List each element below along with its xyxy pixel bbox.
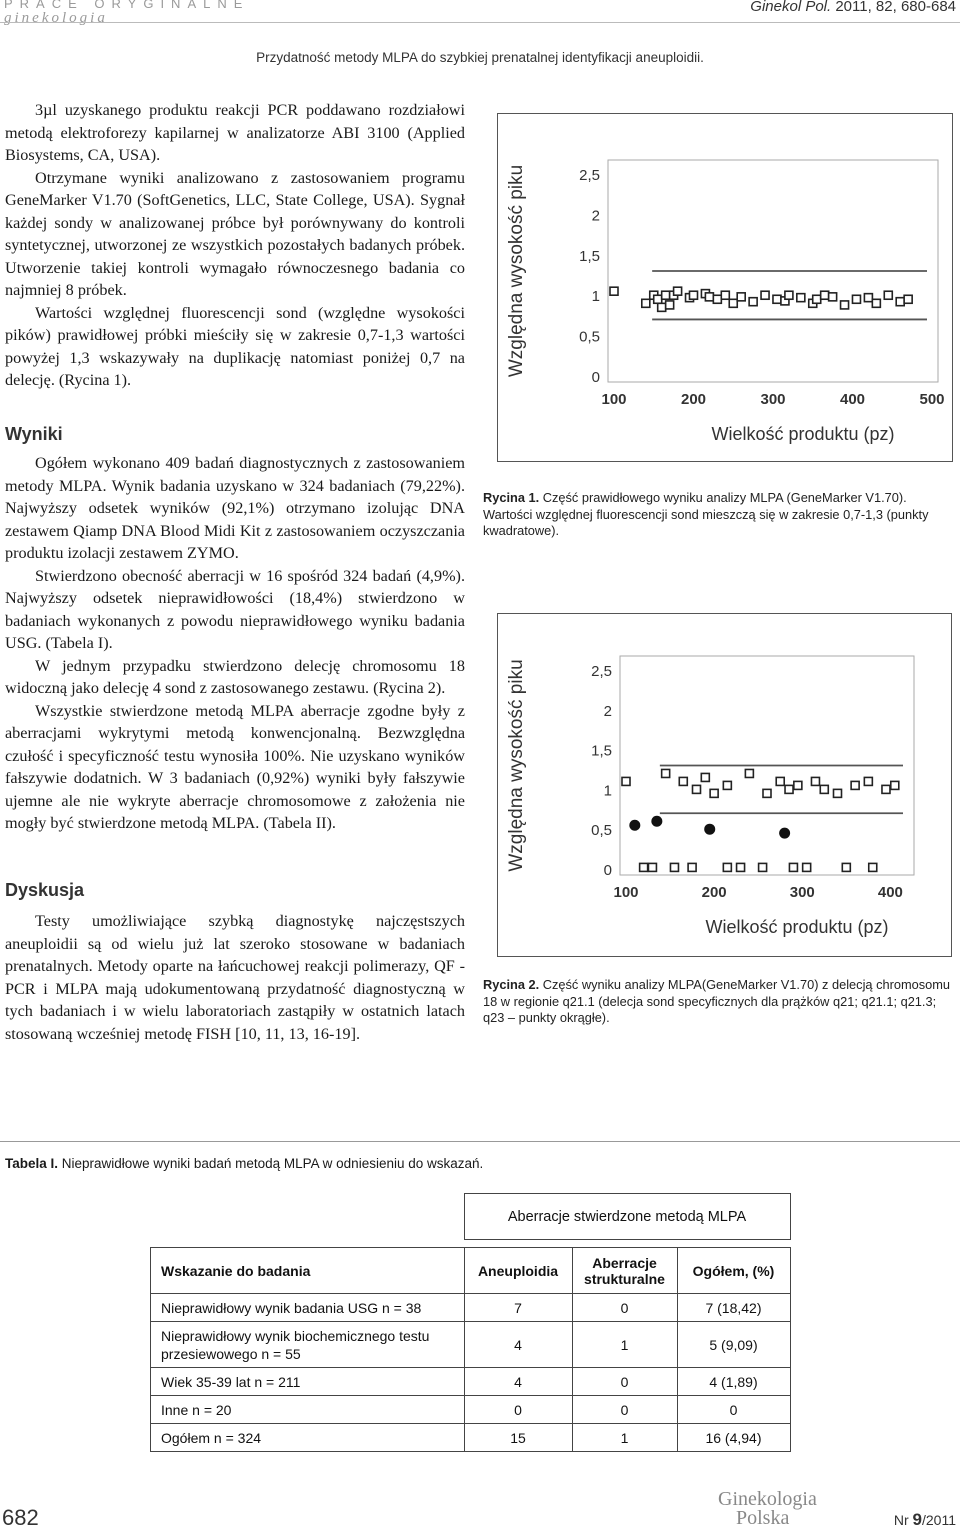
y-tick-label: 0,5 [591, 822, 612, 840]
data-point-square [701, 773, 709, 781]
data-point-square [674, 287, 682, 295]
caption-text: Część wyniku analizy MLPA(GeneMarker V1.70) z delecją chromosomu 18 w regionie q21.1 (delecja sond specyficznych dla prążków q21; q21.1; q21.3; q23 – punkty okrągłe). [483, 977, 951, 1025]
journal-label: ginekologia [4, 10, 108, 26]
data-point-square [642, 299, 650, 307]
data-point-square [654, 295, 662, 303]
data-point-square [688, 863, 696, 871]
data-point-square [710, 789, 718, 797]
issue-number [894, 1510, 956, 1530]
y-tick-label: 1,5 [579, 247, 600, 265]
cell-structural: 0 [572, 1368, 677, 1396]
journal-logo [718, 1490, 817, 1528]
table-group-row [151, 1194, 791, 1240]
body-column-results [5, 452, 465, 835]
logo-line-1: Ginekologia [718, 1488, 817, 1510]
y-tick-label: 0,5 [579, 328, 600, 346]
figure-1-caption [483, 490, 953, 540]
cell-total: 4 (1,89) [677, 1368, 790, 1396]
data-point-square [852, 295, 860, 303]
col-header-indication: Wskazanie do badania [151, 1248, 465, 1294]
y-tick-label: 0 [603, 862, 612, 879]
x-tick-label: 200 [701, 884, 727, 901]
y-tick-label: 2 [603, 702, 612, 720]
data-point-square [813, 295, 821, 303]
row-label: Nieprawidłowy wynik biochemicznego testu przesiewowego n = 55 [151, 1322, 465, 1368]
paragraph: Wartości względnej fluorescencji sond (względne wysokości pików) prawidłowej próbki mieściły się w zakresie 0,7-1,3 wartości powyżej 1,3 wskazywały na duplikację natomiast poniżej 0,7 na delecję. (Rycina 1). [5, 303, 465, 389]
figure-1-chart [498, 114, 952, 461]
data-point-square [662, 769, 670, 777]
paragraph: Ogółem wykonano 409 badań diagnostycznych z zastosowaniem metody MLPA. Wynik badania uzyskano w 324 badaniach (79,22%). Najwyższy odsetek wyników (92,1%) otrzymano izolując DNA zestawem Qiamp DNA Blood Midi Kit z zastosowaniem oczyszczania produktu izolacji zestawem ZYMO. [5, 454, 465, 562]
data-point-square [864, 777, 872, 785]
citation-rest: 2011, 82, 680-684 [831, 0, 956, 15]
data-point-square [763, 789, 771, 797]
x-tick-label: 300 [789, 884, 815, 901]
citation-journal: Ginekol Pol. [750, 0, 832, 15]
data-point-square [705, 293, 713, 301]
data-point-square [851, 781, 859, 789]
paragraph: Stwierdzono obecność aberracji w 16 spośród 324 badań (4,9%). Najwyższy odsetek nieprawidłowości (18,4%) stwierdzono w badaniach wykonanych z powodu nieprawidłowego wyniku badania USG. (Tabela I). [5, 566, 465, 652]
caption-label: Rycina 2. [483, 977, 540, 992]
data-point-square [749, 298, 757, 306]
cell-total: 0 [677, 1396, 790, 1424]
table-title [5, 1156, 483, 1171]
y-tick-label: 2,5 [579, 167, 600, 185]
caption-label: Rycina 1. [483, 490, 540, 505]
table-row [151, 1368, 791, 1396]
results-table [150, 1193, 791, 1452]
data-point-square [690, 291, 698, 299]
data-point-square [622, 777, 630, 785]
data-point-square [789, 863, 797, 871]
data-point-square [785, 291, 793, 299]
issue-num: 9 [912, 1510, 922, 1529]
data-point-square [820, 785, 828, 793]
data-point-square [666, 301, 674, 309]
data-point-square [648, 863, 656, 871]
y-tick-label: 0 [591, 369, 600, 386]
y-tick-label: 1,5 [591, 742, 612, 760]
data-point-square [662, 291, 670, 299]
data-point-square [761, 291, 769, 299]
cell-structural: 0 [572, 1294, 677, 1322]
cell-structural: 1 [572, 1424, 677, 1452]
logo-line-2: Polska [736, 1507, 790, 1529]
data-point-square [829, 293, 837, 301]
data-point-square [864, 294, 872, 302]
data-point-circle [651, 816, 662, 827]
cell-aneuploidy: 4 [464, 1368, 572, 1396]
data-point-square [693, 785, 701, 793]
data-point-square [713, 295, 721, 303]
y-tick-label: 2 [591, 207, 600, 225]
issue-prefix: Nr [893, 1512, 913, 1528]
y-tick-label: 1 [591, 288, 600, 306]
section-heading-wyniki: Wyniki [5, 424, 63, 444]
data-point-square [776, 777, 784, 785]
body-column-discussion [5, 910, 465, 1045]
y-tick-label: 1 [603, 782, 612, 800]
y-axis-label: Względna wysokość piku [506, 164, 527, 378]
figure-1 [497, 113, 953, 462]
x-tick-label: 200 [680, 391, 707, 408]
body-column-top [5, 99, 465, 392]
data-point-square [658, 303, 666, 311]
page-number: 682 [2, 1505, 39, 1530]
cell-aneuploidy: 15 [464, 1424, 572, 1452]
data-point-square [723, 863, 731, 871]
x-tick-label: 100 [613, 884, 639, 901]
data-point-square [842, 863, 850, 871]
section-heading-dyskusja: Dyskusja [5, 880, 85, 900]
paragraph: W jednym przypadku stwierdzono delecję chromosomu 18 widoczną jako delecję 4 sond z zastosowanego zestawu. (Rycina 2). [5, 656, 465, 697]
data-point-square [640, 863, 648, 871]
data-point-square [803, 863, 811, 871]
x-tick-label: 100 [601, 391, 627, 408]
data-point-square [737, 863, 745, 871]
data-point-square [745, 769, 753, 777]
table-rule [0, 1141, 960, 1142]
data-point-circle [704, 824, 715, 835]
cell-structural: 0 [572, 1396, 677, 1424]
data-point-square [723, 781, 731, 789]
data-point-square [884, 291, 892, 299]
data-point-square [872, 299, 880, 307]
data-point-square [841, 301, 849, 309]
data-point-square [610, 287, 618, 295]
data-point-square [811, 777, 819, 785]
data-point-square [821, 291, 829, 299]
table-header-row [151, 1248, 791, 1294]
cell-aneuploidy: 0 [464, 1396, 572, 1424]
x-tick-label: 500 [919, 391, 945, 408]
data-point-square [834, 789, 842, 797]
col-header-total: Ogółem, (%) [677, 1248, 790, 1294]
table-label: Tabela I. [5, 1156, 59, 1171]
row-label: Inne n = 20 [151, 1396, 465, 1424]
data-point-square [904, 295, 912, 303]
data-point-square [794, 781, 802, 789]
figure-2-chart [498, 614, 951, 956]
series-label: PRACE ORYGINALNE [4, 0, 250, 11]
table-row [151, 1294, 791, 1322]
data-point-square [896, 298, 904, 306]
data-point-square [773, 295, 781, 303]
x-axis-label: Wielkość produktu (pz) [705, 917, 889, 937]
data-point-square [797, 294, 805, 302]
y-axis-label: Względna wysokość piku [506, 659, 527, 872]
data-point-square [670, 863, 678, 871]
cell-aneuploidy: 4 [464, 1322, 572, 1368]
header-rule [0, 22, 960, 23]
data-point-square [869, 863, 877, 871]
issue-year: /2011 [922, 1512, 956, 1528]
x-tick-label: 300 [760, 391, 786, 408]
table-row [151, 1424, 791, 1452]
data-point-square [891, 781, 899, 789]
paragraph: Testy umożliwiające szybką diagnostykę najczęstszych aneuploidii są od wielu już lat szeroko stosowane w badaniach prenatalnych. Metody oparte na łańcuchowej reakcji polimerazy, QF -PCR i MLPA mają udokumentowaną przydatność diagnostyczną w tych badaniach i w wielu laboratoriach zastąpiły w ostatnich latach stosowaną wcześniej metodę FISH [10, 11, 13, 16-19]. [5, 912, 465, 1043]
table-row [151, 1322, 791, 1368]
y-tick-label: 2,5 [591, 662, 612, 680]
cell-total: 5 (9,09) [677, 1322, 790, 1368]
row-label: Ogółem n = 324 [151, 1424, 465, 1452]
citation [750, 0, 956, 15]
running-head: Przydatność metody MLPA do szybkiej prenatalnej identyfikacji aneuploidii. [256, 50, 704, 65]
table-title-text: Nieprawidłowe wyniki badań metodą MLPA w odniesieniu do wskazań. [58, 1156, 484, 1171]
data-point-square [729, 299, 737, 307]
table-row [151, 1396, 791, 1424]
data-point-circle [629, 820, 640, 831]
group-header: Aberracje stwierdzone metodą MLPA [464, 1194, 790, 1240]
row-label: Wiek 35-39 lat n = 211 [151, 1368, 465, 1396]
figure-2-caption [483, 977, 953, 1027]
paragraph: Wszystkie stwierdzone metodą MLPA aberracje zgodne były z aberracjami wykrytymi metodą konwencjonalną. Bezwzględna czułość i specyficzność testu wynosiła 100%. Nie uzyskano wyników fałszywie dodatnich. W 3 badaniach (0,92%) wyniki były fałszywie ujemne ale nie wykryte aberracje chromosomowe z założenia nie mogły być stwierdzone metodą MLPA. (Tabela II). [5, 701, 465, 832]
x-axis-label: Wielkość produktu (pz) [711, 424, 895, 444]
data-point-square [785, 785, 793, 793]
data-point-square [679, 777, 687, 785]
paragraph: 3µl uzyskanego produktu reakcji PCR poddawano rozdziałowi metodą elektroforezy kapilarnej w analizatorze ABI 3100 (Applied Biosystems, CA, USA). [5, 101, 465, 164]
data-point-square [882, 785, 890, 793]
caption-text: Część prawidłowego wyniku analizy MLPA (GeneMarker V1.70). Wartości względnej fluorescencji sond mieszczą się w zakresie 0,7-1,3 (punkty kwadratowe). [483, 490, 929, 538]
data-point-square [737, 293, 745, 301]
data-point-square [721, 291, 729, 299]
row-label: Nieprawidłowy wynik badania USG n = 38 [151, 1294, 465, 1322]
figure-2 [497, 613, 952, 957]
cell-structural: 1 [572, 1322, 677, 1368]
x-tick-label: 400 [839, 391, 866, 408]
cell-aneuploidy: 7 [464, 1294, 572, 1322]
data-point-circle [779, 828, 790, 839]
col-header-aneuploidy: Aneuploidia [464, 1248, 572, 1294]
x-tick-label: 400 [877, 884, 903, 901]
cell-total: 16 (4,94) [677, 1424, 790, 1452]
paragraph: Otrzymane wyniki analizowano z zastosowaniem programu GeneMarker V1.70 (SoftGenetics, LLC, State College, USA). Sygnał każdej sondy w analizowanej próbce był porównywany do kontroli syntetycznej, utworzonej ze wszystkich pozostałych badanych próbek. Utworzenie takiej kontroli wymagało równoczesnego badania co najmniej 8 próbek. [5, 168, 465, 299]
data-point-square [759, 863, 767, 871]
cell-total: 7 (18,42) [677, 1294, 790, 1322]
col-header-structural: Aberracje strukturalne [572, 1248, 677, 1294]
